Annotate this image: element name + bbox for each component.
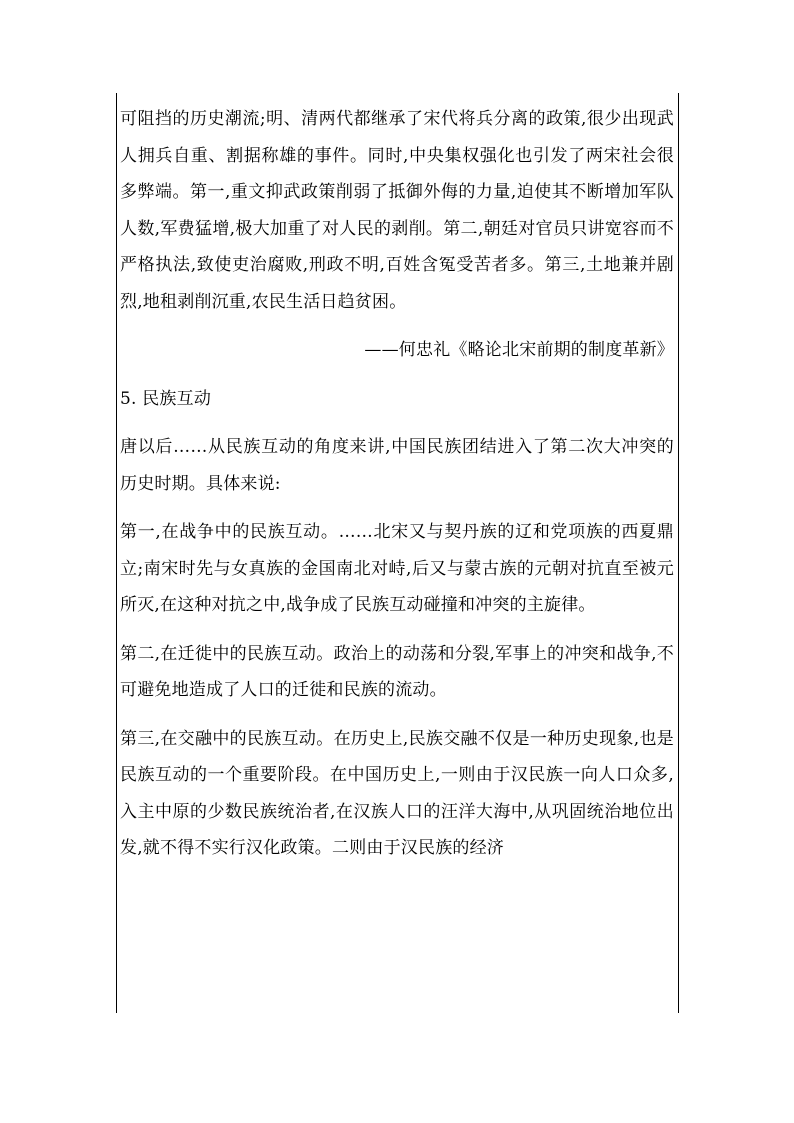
table-left-border [116,93,117,1013]
paragraph-migration-interaction: 第二,在迁徙中的民族互动。政治上的动荡和分裂,军事上的冲突和战争,不可避免地造成了人口的迁徙和民族的流动。 [120,643,674,700]
section-heading: 5. 民族互动 [120,388,212,409]
paragraph-intro: 唐以后……从民族互动的角度来讲,中国民族团结进入了第二次大冲突的历史时期。具体来说: [120,437,674,494]
table-right-border [678,93,679,1013]
paragraph-song-centralization: 可阻挡的历史潮流;明、清两代都继承了宋代将兵分离的政策,很少出现武人拥兵自重、割据称雄的事件。同时,中央集权强化也引发了两宋社会很多弊端。第一,重文抑武政策削弱了抵御外侮的力量,迫使其不断增加军队人数,军费猛增,极大加重了对人民的剥削。第二,朝廷对官员只讲宽容而不严格执法,致使吏治腐败,刑政不明,百姓含冤受苦者多。第三,土地兼并剧烈,地租剥削沉重,农民生活日趋贫困。 [120,109,674,312]
document-body [120,101,674,879]
paragraph-integration-interaction: 第三,在交融中的民族互动。在历史上,民族交融不仅是一种历史现象,也是民族互动的一个重要阶段。在中国历史上,一则由于汉民族一向人口众多,入主中原的少数民族统治者,在汉族人口的汪洋大海中,从巩固统治地位出发,就不得不实行汉化政策。二则由于汉民族的经济 [120,728,674,858]
citation: ——何忠礼《略论北宋前期的制度革新》 [364,340,674,360]
paragraph-war-interaction: 第一,在战争中的民族互动。……北宋又与契丹族的辽和党项族的西夏鼎立;南宋时先与女真族的金国南北对峙,后又与蒙古族的元朝对抗直至被元所灭,在这种对抗之中,战争成了民族互动碰撞和冲突的主旋律。 [120,522,674,615]
